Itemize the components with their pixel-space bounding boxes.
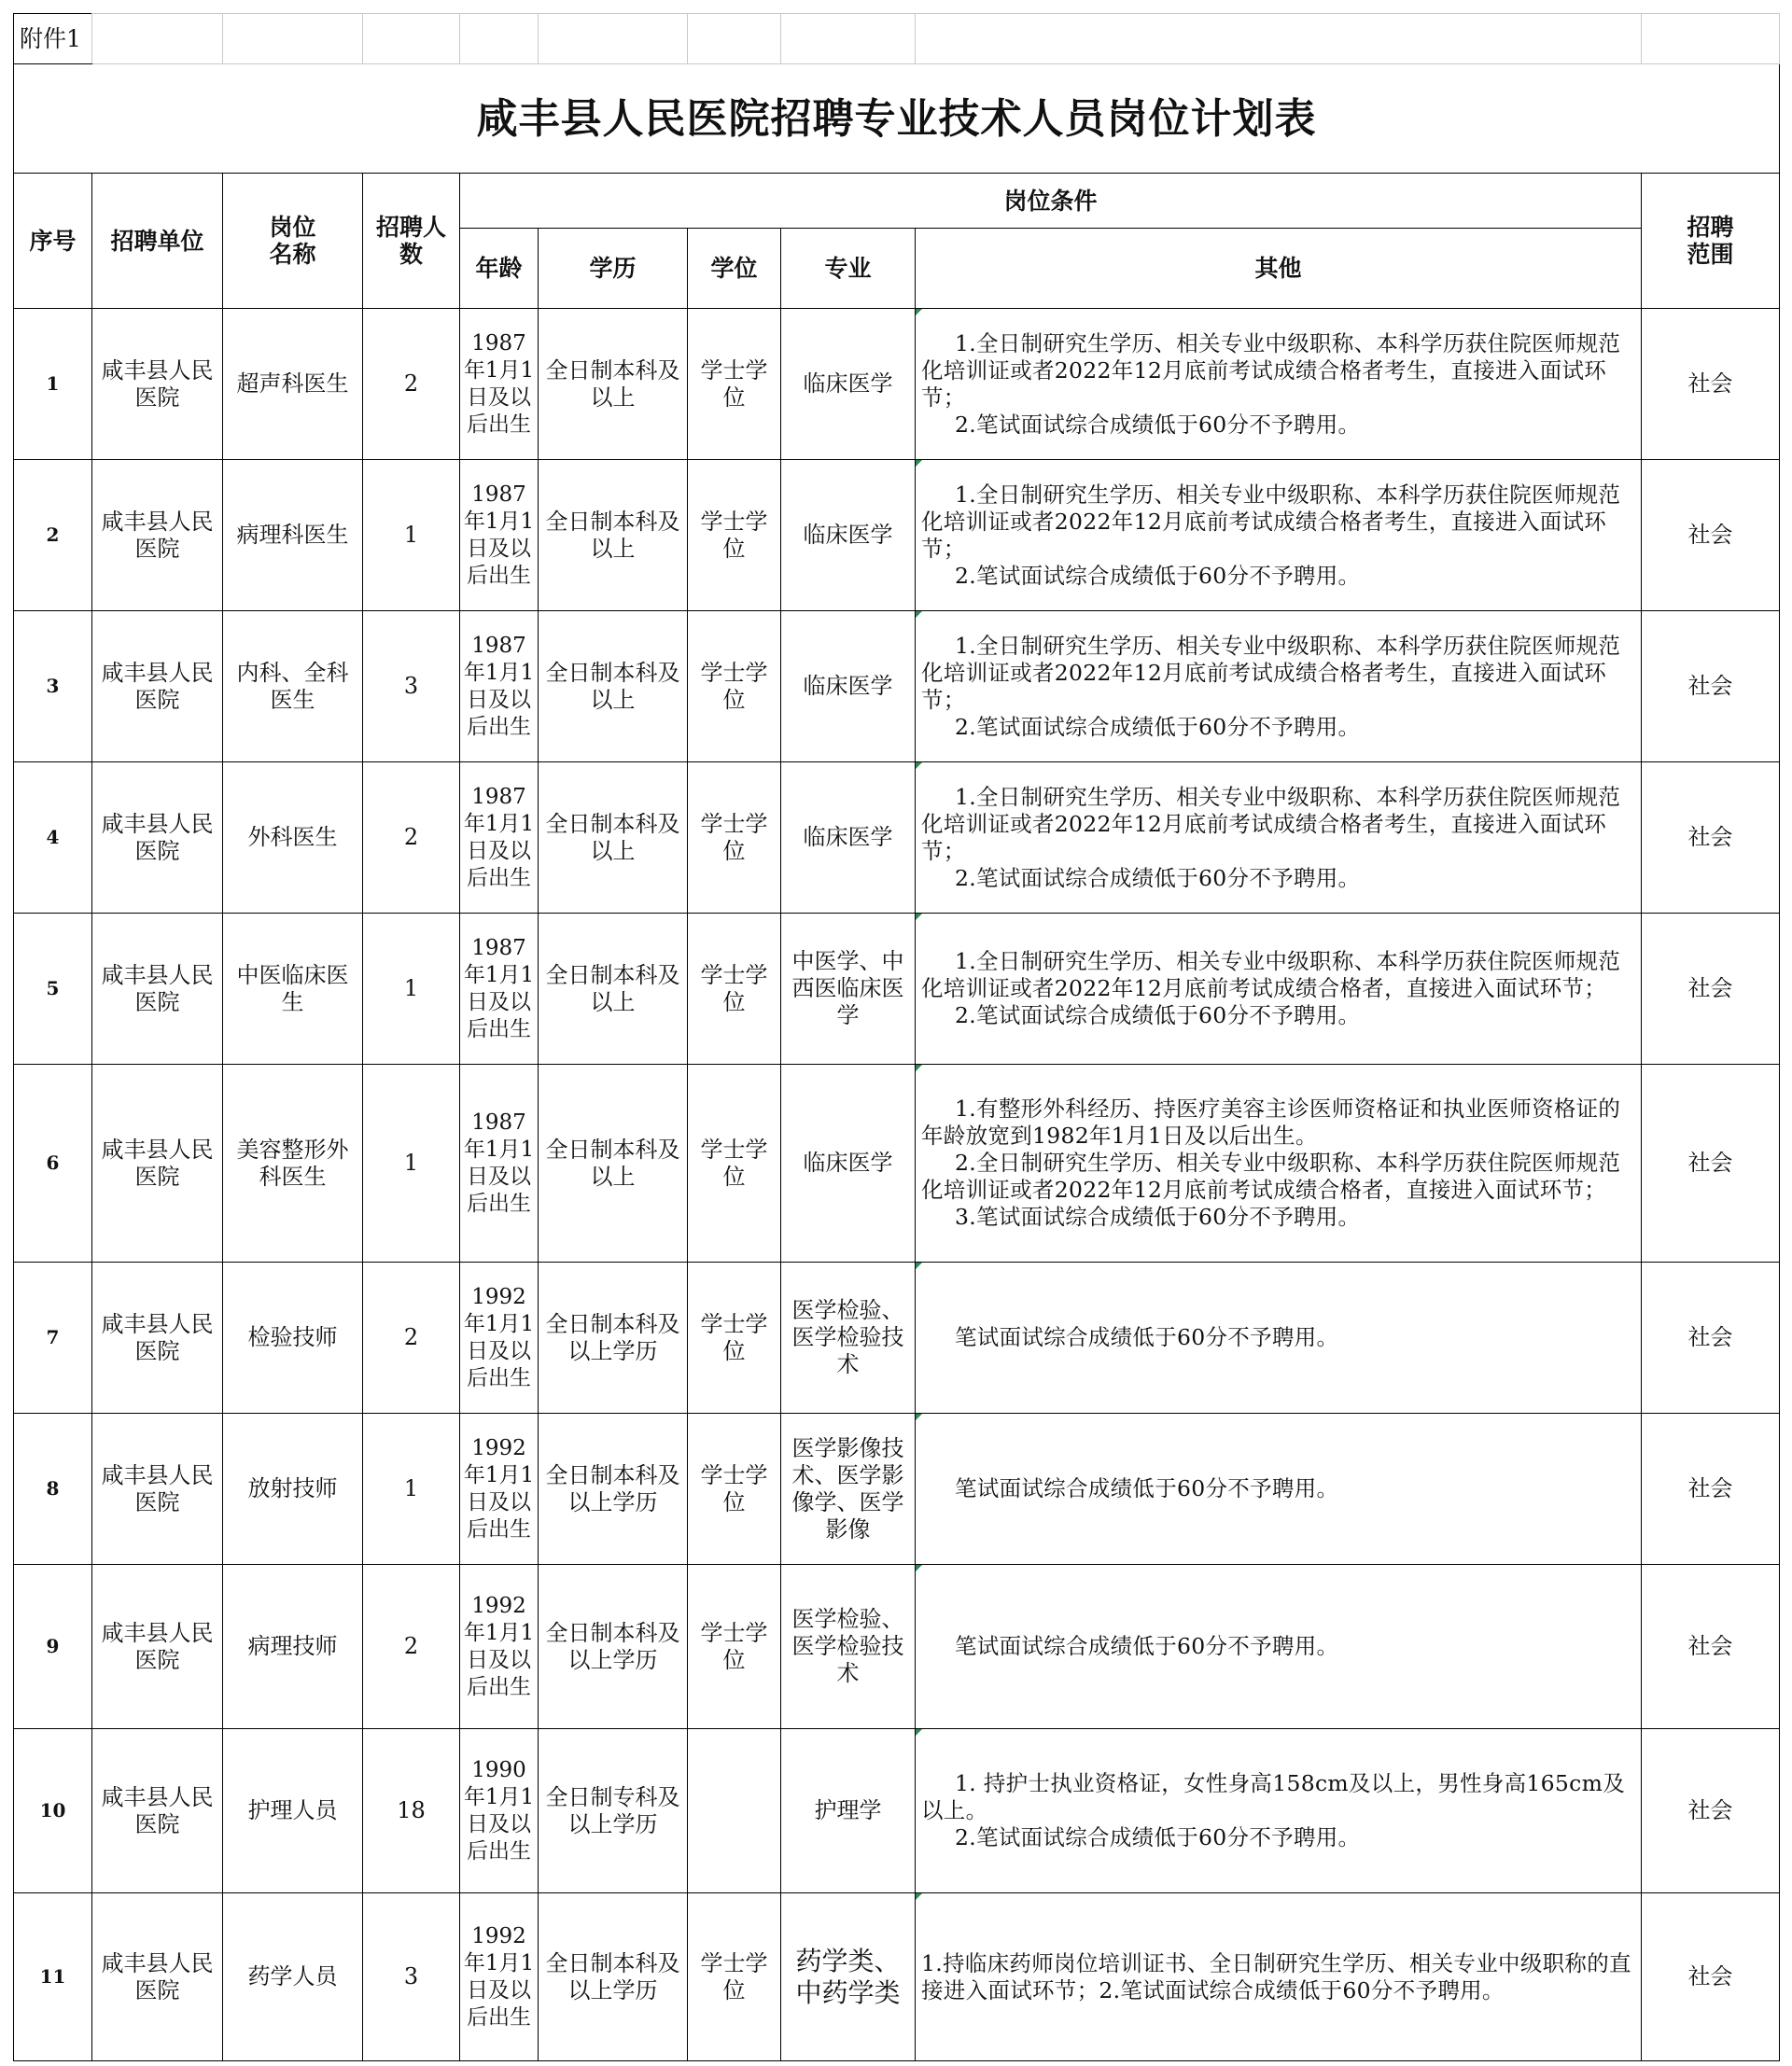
- row-scope: 社会: [1642, 1263, 1780, 1414]
- header-count: 招聘人 数: [363, 174, 460, 309]
- empty-cell: [781, 14, 916, 64]
- row-count: 2: [363, 762, 460, 914]
- row-other: [916, 1414, 1642, 1565]
- empty-cell: [363, 14, 460, 64]
- other-condition-line: 笔试面试综合成绩低于60分不予聘用。: [955, 1633, 1339, 1659]
- header-index: 序号: [14, 174, 92, 309]
- row-education: 全日制本科及以上: [539, 611, 688, 762]
- row-other: [916, 1565, 1642, 1729]
- row-major: 药学类、中药学类: [781, 1893, 916, 2061]
- row-unit: 咸丰县人民医院: [92, 1729, 223, 1893]
- other-condition-line: 1.全日制研究生学历、相关专业中级职称、本科学历获住院医师规范化培训证或者2022年12月底前考试成绩合格者，直接进入面试环节；: [921, 948, 1621, 1001]
- row-post: 内科、全科医生: [223, 611, 363, 762]
- row-education: 全日制本科及以上学历: [539, 1893, 688, 2061]
- row-unit: 咸丰县人民医院: [92, 914, 223, 1065]
- row-age: 1992年1月1日及以后出生: [460, 1263, 539, 1414]
- row-age: 1987年1月1日及以后出生: [460, 1065, 539, 1263]
- table-row: [14, 611, 1780, 762]
- row-age: 1987年1月1日及以后出生: [460, 309, 539, 460]
- row-age: 1987年1月1日及以后出生: [460, 611, 539, 762]
- other-condition-line: 2.笔试面试综合成绩低于60分不予聘用。: [955, 713, 1361, 740]
- row-degree: 学士学位: [688, 1565, 781, 1729]
- header-unit: 招聘单位: [92, 174, 223, 309]
- row-count: 18: [363, 1729, 460, 1893]
- other-condition-line: 1.全日制研究生学历、相关专业中级职称、本科学历获住院医师规范化培训证或者2022年12月底前考试成绩合格者考生，直接进入面试环节；: [921, 329, 1621, 411]
- row-post: 药学人员: [223, 1893, 363, 2061]
- table-row: [14, 460, 1780, 611]
- row-unit: 咸丰县人民医院: [92, 1565, 223, 1729]
- other-condition-line: 1.全日制研究生学历、相关专业中级职称、本科学历获住院医师规范化培训证或者2022年12月底前考试成绩合格者考生，直接进入面试环节；: [921, 632, 1621, 713]
- row-index: 4: [14, 762, 92, 914]
- row-scope: 社会: [1642, 611, 1780, 762]
- row-index: 1: [14, 309, 92, 460]
- row-count: 3: [363, 611, 460, 762]
- row-degree: 学士学位: [688, 1065, 781, 1263]
- row-post: 护理人员: [223, 1729, 363, 1893]
- row-education: 全日制本科及以上: [539, 914, 688, 1065]
- row-major: 医学检验、医学检验技术: [781, 1565, 916, 1729]
- row-other: [916, 309, 1642, 460]
- header-age: 年龄: [460, 229, 539, 309]
- cell-comment-marker: [916, 1565, 922, 1571]
- header-degree: 学位: [688, 229, 781, 309]
- row-major: 临床医学: [781, 611, 916, 762]
- row-unit: 咸丰县人民医院: [92, 1065, 223, 1263]
- row-count: 2: [363, 309, 460, 460]
- row-age: 1992年1月1日及以后出生: [460, 1565, 539, 1729]
- row-major: 医学影像技术、医学影像学、医学影像: [781, 1414, 916, 1565]
- table-row: [14, 914, 1780, 1065]
- row-other: [916, 1263, 1642, 1414]
- cell-comment-marker: [916, 460, 922, 467]
- row-education: 全日制本科及以上: [539, 762, 688, 914]
- recruitment-table: [13, 13, 1780, 2061]
- row-count: 1: [363, 914, 460, 1065]
- cell-comment-marker: [916, 914, 922, 920]
- annex-label: 附件1: [14, 14, 92, 64]
- row-degree: 学士学位: [688, 1893, 781, 2061]
- header-conditions: 岗位条件: [460, 174, 1642, 229]
- header-education: 学历: [539, 229, 688, 309]
- header-post: 岗位 名称: [223, 174, 363, 309]
- row-age: 1992年1月1日及以后出生: [460, 1893, 539, 2061]
- other-condition-line: 笔试面试综合成绩低于60分不予聘用。: [955, 1324, 1339, 1350]
- cell-comment-marker: [916, 309, 922, 315]
- row-age: 1987年1月1日及以后出生: [460, 914, 539, 1065]
- row-scope: 社会: [1642, 1565, 1780, 1729]
- row-other: [916, 762, 1642, 914]
- table-row: [14, 1565, 1780, 1729]
- row-count: 3: [363, 1893, 460, 2061]
- row-scope: 社会: [1642, 460, 1780, 611]
- row-post: 放射技师: [223, 1414, 363, 1565]
- row-education: 全日制本科及以上学历: [539, 1414, 688, 1565]
- empty-cell: [460, 14, 539, 64]
- other-condition-line: 2.笔试面试综合成绩低于60分不予聘用。: [955, 411, 1361, 438]
- row-degree: 学士学位: [688, 914, 781, 1065]
- row-index: 9: [14, 1565, 92, 1729]
- row-other: [916, 460, 1642, 611]
- other-condition-line: 1.有整形外科经历、持医疗美容主诊医师资格证和执业医师资格证的年龄放宽到1982年1月1日及以后出生。: [921, 1096, 1621, 1149]
- row-post: 中医临床医生: [223, 914, 363, 1065]
- row-other: [916, 611, 1642, 762]
- header-other: 其他: [916, 229, 1642, 309]
- row-age: 1987年1月1日及以后出生: [460, 460, 539, 611]
- other-condition-line: 1.全日制研究生学历、相关专业中级职称、本科学历获住院医师规范化培训证或者2022年12月底前考试成绩合格者考生，直接进入面试环节；: [921, 783, 1621, 864]
- row-post: 外科医生: [223, 762, 363, 914]
- row-major: 临床医学: [781, 460, 916, 611]
- row-unit: 咸丰县人民医院: [92, 460, 223, 611]
- row-age: 1990年1月1日及以后出生: [460, 1729, 539, 1893]
- cell-comment-marker: [916, 1263, 922, 1269]
- row-age: 1992年1月1日及以后出生: [460, 1414, 539, 1565]
- row-unit: 咸丰县人民医院: [92, 762, 223, 914]
- cell-comment-marker: [916, 762, 922, 769]
- table-row: [14, 309, 1780, 460]
- row-index: 11: [14, 1893, 92, 2061]
- row-education: 全日制本科及以上: [539, 1065, 688, 1263]
- row-major: 医学检验、医学检验技术: [781, 1263, 916, 1414]
- row-count: 1: [363, 460, 460, 611]
- cell-comment-marker: [916, 611, 922, 618]
- other-condition-line: 2.笔试面试综合成绩低于60分不予聘用。: [955, 1002, 1361, 1028]
- row-other: [916, 1893, 1642, 2061]
- row-other: [916, 1065, 1642, 1263]
- row-education: 全日制本科及以上: [539, 460, 688, 611]
- row-other: [916, 914, 1642, 1065]
- row-post: 美容整形外科医生: [223, 1065, 363, 1263]
- row-scope: 社会: [1642, 309, 1780, 460]
- row-major: 中医学、中西医临床医学: [781, 914, 916, 1065]
- other-condition-line: 2.笔试面试综合成绩低于60分不予聘用。: [955, 562, 1361, 589]
- row-scope: 社会: [1642, 762, 1780, 914]
- row-count: 2: [363, 1565, 460, 1729]
- row-education: 全日制本科及以上学历: [539, 1565, 688, 1729]
- row-index: 5: [14, 914, 92, 1065]
- row-degree: 学士学位: [688, 1263, 781, 1414]
- table-row: [14, 1729, 1780, 1893]
- row-count: 2: [363, 1263, 460, 1414]
- row-age: 1987年1月1日及以后出生: [460, 762, 539, 914]
- row-scope: 社会: [1642, 1414, 1780, 1565]
- other-condition-line: 1. 持护士执业资格证，女性身高158cm及以上，男性身高165cm及以上。: [921, 1770, 1625, 1823]
- cell-comment-marker: [916, 1893, 922, 1900]
- row-post: 超声科医生: [223, 309, 363, 460]
- table-row: [14, 762, 1780, 914]
- row-degree: 学士学位: [688, 762, 781, 914]
- row-scope: 社会: [1642, 1729, 1780, 1893]
- row-major: 临床医学: [781, 762, 916, 914]
- row-count: 1: [363, 1414, 460, 1565]
- row-scope: 社会: [1642, 914, 1780, 1065]
- table-row: [14, 1414, 1780, 1565]
- row-post: 检验技师: [223, 1263, 363, 1414]
- row-major: 临床医学: [781, 1065, 916, 1263]
- other-condition-line: 3.笔试面试综合成绩低于60分不予聘用。: [955, 1204, 1361, 1230]
- row-index: 7: [14, 1263, 92, 1414]
- empty-cell: [916, 14, 1642, 64]
- row-index: 3: [14, 611, 92, 762]
- row-education: 全日制专科及以上学历: [539, 1729, 688, 1893]
- row-degree: 学士学位: [688, 1414, 781, 1565]
- row-unit: 咸丰县人民医院: [92, 309, 223, 460]
- row-degree: 学士学位: [688, 309, 781, 460]
- row-index: 2: [14, 460, 92, 611]
- cell-comment-marker: [916, 1729, 922, 1736]
- row-major: 护理学: [781, 1729, 916, 1893]
- row-post: 病理科医生: [223, 460, 363, 611]
- empty-cell: [92, 14, 223, 64]
- table-row: [14, 1893, 1780, 2061]
- cell-comment-marker: [916, 1065, 922, 1071]
- table-row: [14, 1263, 1780, 1414]
- row-post: 病理技师: [223, 1565, 363, 1729]
- row-unit: 咸丰县人民医院: [92, 1414, 223, 1565]
- row-degree: 学士学位: [688, 611, 781, 762]
- row-count: 1: [363, 1065, 460, 1263]
- empty-cell: [1642, 14, 1780, 64]
- other-condition-line: 2.笔试面试综合成绩低于60分不予聘用。: [955, 864, 1361, 891]
- row-major: 临床医学: [781, 309, 916, 460]
- table-row: [14, 1065, 1780, 1263]
- row-degree: [688, 1729, 781, 1893]
- row-index: 8: [14, 1414, 92, 1565]
- row-unit: 咸丰县人民医院: [92, 1263, 223, 1414]
- other-condition-line: 1.全日制研究生学历、相关专业中级职称、本科学历获住院医师规范化培训证或者2022年12月底前考试成绩合格者考生，直接进入面试环节；: [921, 481, 1621, 562]
- header-scope: 招聘 范围: [1642, 174, 1780, 309]
- empty-cell: [223, 14, 363, 64]
- row-other: [916, 1729, 1642, 1893]
- other-condition-line: 1.持临床药师岗位培训证书、全日制研究生学历、相关专业中级职称的直接进入面试环节；2.笔试面试综合成绩低于60分不予聘用。: [921, 1949, 1631, 2003]
- row-index: 6: [14, 1065, 92, 1263]
- row-scope: 社会: [1642, 1065, 1780, 1263]
- empty-cell: [688, 14, 781, 64]
- row-education: 全日制本科及以上学历: [539, 1263, 688, 1414]
- row-degree: 学士学位: [688, 460, 781, 611]
- other-condition-line: 2.笔试面试综合成绩低于60分不予聘用。: [955, 1824, 1361, 1850]
- other-condition-line: 笔试面试综合成绩低于60分不予聘用。: [955, 1475, 1339, 1501]
- empty-cell: [539, 14, 688, 64]
- row-unit: 咸丰县人民医院: [92, 1893, 223, 2061]
- page-title: 咸丰县人民医院招聘专业技术人员岗位计划表: [14, 64, 1780, 174]
- other-condition-line: 2.全日制研究生学历、相关专业中级职称、本科学历获住院医师规范化培训证或者2022年12月底前考试成绩合格者，直接进入面试环节；: [921, 1150, 1621, 1203]
- cell-comment-marker: [916, 1414, 922, 1420]
- row-scope: 社会: [1642, 1893, 1780, 2061]
- row-education: 全日制本科及以上: [539, 309, 688, 460]
- row-unit: 咸丰县人民医院: [92, 611, 223, 762]
- recruitment-plan-sheet: [13, 13, 1780, 2061]
- header-major: 专业: [781, 229, 916, 309]
- row-index: 10: [14, 1729, 92, 1893]
